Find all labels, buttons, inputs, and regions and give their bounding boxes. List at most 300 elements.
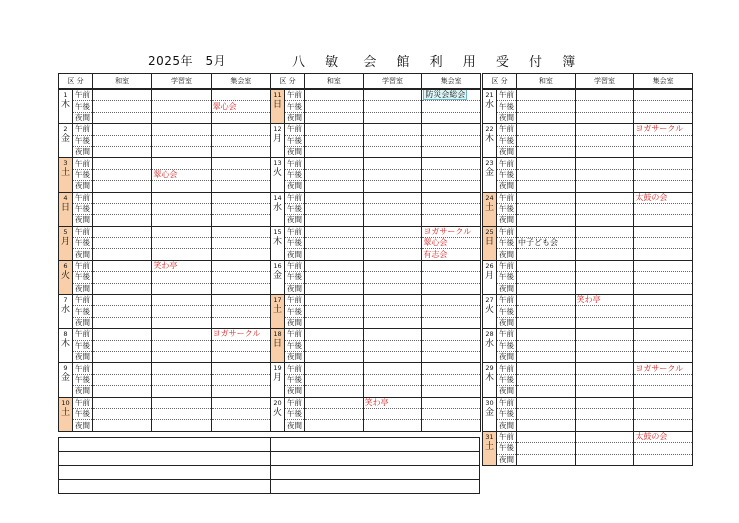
booking-slot[interactable] [363, 124, 422, 135]
booking-slot[interactable] [211, 226, 270, 237]
booking-slot[interactable] [211, 374, 270, 385]
header-washitsu: 和室 [305, 74, 364, 90]
booking-slot[interactable] [634, 351, 693, 362]
booking-slot[interactable] [211, 272, 270, 283]
booking-slot[interactable] [305, 146, 364, 157]
booking-slot[interactable] [93, 340, 152, 351]
booking-slot[interactable] [93, 260, 152, 271]
period-label: 午前 [73, 397, 93, 408]
booking-slot[interactable] [93, 351, 152, 362]
booking-slot[interactable] [363, 272, 422, 283]
booking-slot[interactable] [93, 363, 152, 374]
booking-slot[interactable] [305, 397, 364, 408]
booking-slot[interactable] [363, 420, 422, 431]
booking-slot[interactable] [575, 397, 634, 408]
booking-slot[interactable] [305, 306, 364, 317]
booking-slot[interactable] [517, 146, 576, 157]
booking-slot[interactable] [93, 306, 152, 317]
booking-slot[interactable] [152, 238, 211, 249]
booking-slot[interactable] [93, 146, 152, 157]
booking-slot[interactable] [152, 112, 211, 123]
booking-slot[interactable] [422, 283, 481, 294]
booking-slot[interactable] [634, 112, 693, 123]
booking-slot[interactable] [211, 112, 270, 123]
booking-slot[interactable] [305, 340, 364, 351]
booking-slot[interactable] [363, 340, 422, 351]
booking-slot[interactable] [363, 295, 422, 306]
booking-slot[interactable] [93, 215, 152, 226]
booking-slot[interactable] [305, 317, 364, 328]
booking-slot[interactable] [422, 397, 481, 408]
booking-slot[interactable] [634, 203, 693, 214]
booking-slot[interactable] [422, 226, 481, 237]
booking-slot[interactable] [517, 397, 576, 408]
booking-slot[interactable] [363, 135, 422, 146]
booking-slot[interactable] [575, 443, 634, 454]
booking-slot[interactable] [634, 89, 693, 101]
booking-slot[interactable] [363, 374, 422, 385]
booking-slot[interactable] [152, 363, 211, 374]
booking-slot[interactable] [93, 272, 152, 283]
booking-slot[interactable] [422, 181, 481, 192]
booking-slot[interactable] [422, 317, 481, 328]
booking-slot[interactable] [305, 329, 364, 340]
booking-slot[interactable] [152, 203, 211, 214]
booking-slot[interactable] [211, 238, 270, 249]
booking-slot[interactable] [575, 101, 634, 112]
booking-slot[interactable] [422, 363, 481, 374]
booking-slot[interactable] [211, 203, 270, 214]
booking-slot[interactable] [211, 260, 270, 271]
booking-slot[interactable] [305, 158, 364, 169]
booking-slot[interactable] [211, 101, 270, 112]
header-washitsu: 和室 [93, 74, 152, 90]
booking-slot[interactable] [363, 397, 422, 408]
notes-area [58, 437, 480, 494]
booking-slot[interactable] [634, 169, 693, 180]
booking-slot[interactable] [93, 408, 152, 419]
booking-slot[interactable] [575, 215, 634, 226]
booking-slot[interactable] [93, 135, 152, 146]
booking-slot[interactable] [575, 158, 634, 169]
booking-slot[interactable] [634, 238, 693, 249]
booking-slot[interactable] [152, 260, 211, 271]
booking-slot[interactable] [152, 340, 211, 351]
booking-slot[interactable] [93, 169, 152, 180]
booking-slot[interactable] [305, 169, 364, 180]
booking-slot[interactable] [634, 306, 693, 317]
booking-slot[interactable] [305, 260, 364, 271]
booking-slot[interactable] [363, 249, 422, 260]
booking-slot[interactable] [634, 101, 693, 112]
booking-slot[interactable] [422, 101, 481, 112]
booking-slot[interactable] [517, 386, 576, 397]
booking-slot[interactable] [575, 203, 634, 214]
booking-slot[interactable] [211, 397, 270, 408]
booking-slot[interactable] [575, 317, 634, 328]
booking-slot[interactable] [305, 135, 364, 146]
booking-slot[interactable] [211, 420, 270, 431]
booking-slot[interactable] [305, 215, 364, 226]
booking-slot[interactable] [575, 260, 634, 271]
booking-slot[interactable] [363, 203, 422, 214]
booking-slot[interactable] [634, 443, 693, 454]
booking-slot[interactable] [363, 329, 422, 340]
booking-slot[interactable] [211, 192, 270, 203]
booking-slot[interactable] [575, 295, 634, 306]
booking-slot[interactable] [363, 146, 422, 157]
booking-slot[interactable] [305, 112, 364, 123]
booking-slot[interactable] [575, 124, 634, 135]
booking-slot[interactable] [517, 89, 576, 101]
booking-slot[interactable] [363, 260, 422, 271]
booking-slot[interactable] [575, 329, 634, 340]
booking-slot[interactable] [422, 420, 481, 431]
booking-slot[interactable] [634, 317, 693, 328]
booking-slot[interactable] [575, 340, 634, 351]
booking-slot[interactable] [634, 340, 693, 351]
day-weekday: 水 [60, 305, 70, 316]
booking-slot[interactable] [575, 135, 634, 146]
booking-slot[interactable] [575, 283, 634, 294]
booking-slot[interactable] [422, 374, 481, 385]
booking-slot[interactable] [575, 306, 634, 317]
booking-slot[interactable] [363, 181, 422, 192]
booking-slot[interactable] [93, 295, 152, 306]
booking-slot[interactable] [363, 192, 422, 203]
booking-slot[interactable] [363, 112, 422, 123]
booking-slot[interactable] [363, 408, 422, 419]
booking-slot[interactable] [517, 101, 576, 112]
period-label: 夜間 [285, 386, 305, 397]
booking-slot[interactable] [575, 351, 634, 362]
booking-slot[interactable] [211, 340, 270, 351]
booking-slot[interactable] [517, 283, 576, 294]
booking-slot[interactable] [422, 306, 481, 317]
period-label: 夜間 [497, 351, 517, 362]
booking-slot[interactable] [517, 317, 576, 328]
booking-slot[interactable] [211, 386, 270, 397]
booking-slot[interactable] [422, 169, 481, 180]
booking-slot[interactable] [634, 374, 693, 385]
booking-slot[interactable] [575, 89, 634, 101]
booking-slot[interactable] [211, 317, 270, 328]
booking-slot[interactable] [305, 386, 364, 397]
booking-slot[interactable] [575, 408, 634, 419]
booking-slot[interactable] [517, 181, 576, 192]
booking-slot[interactable] [517, 420, 576, 431]
booking-slot[interactable] [517, 431, 576, 442]
booking-slot[interactable] [93, 386, 152, 397]
booking-slot[interactable] [211, 135, 270, 146]
booking-slot[interactable] [422, 146, 481, 157]
day-number: 1 [63, 91, 68, 99]
booking-slot[interactable] [152, 226, 211, 237]
booking-slot[interactable] [422, 135, 481, 146]
booking-slot[interactable] [363, 283, 422, 294]
booking-slot[interactable] [634, 158, 693, 169]
booking-slot[interactable] [305, 192, 364, 203]
booking-slot[interactable] [634, 295, 693, 306]
booking-slot[interactable] [152, 397, 211, 408]
booking-slot[interactable] [152, 374, 211, 385]
calendar-block-3 [482, 73, 693, 466]
booking-slot[interactable] [152, 249, 211, 260]
booking-slot[interactable] [152, 135, 211, 146]
booking-slot[interactable] [363, 306, 422, 317]
booking-slot[interactable] [305, 124, 364, 135]
booking-slot[interactable] [305, 203, 364, 214]
booking-slot[interactable] [634, 408, 693, 419]
booking-slot[interactable] [575, 420, 634, 431]
booking-slot[interactable] [517, 124, 576, 135]
booking-slot[interactable] [211, 295, 270, 306]
booking-slot[interactable] [517, 226, 576, 237]
booking-slot[interactable] [93, 89, 152, 101]
booking-slot[interactable] [422, 351, 481, 362]
booking-slot[interactable] [363, 226, 422, 237]
booking-slot[interactable] [634, 283, 693, 294]
booking-slot[interactable] [363, 215, 422, 226]
booking-slot[interactable] [152, 89, 211, 101]
booking-slot[interactable] [517, 329, 576, 340]
booking-slot[interactable] [634, 454, 693, 465]
booking-slot[interactable] [152, 215, 211, 226]
booking-slot[interactable] [517, 340, 576, 351]
booking-entry: 防災会総会 [425, 90, 466, 100]
booking-slot[interactable] [575, 238, 634, 249]
booking-slot[interactable] [211, 329, 270, 340]
booking-slot[interactable] [363, 169, 422, 180]
booking-slot[interactable] [93, 397, 152, 408]
booking-slot[interactable] [152, 146, 211, 157]
booking-slot[interactable] [305, 408, 364, 419]
booking-slot[interactable] [211, 408, 270, 419]
booking-slot[interactable] [305, 89, 364, 101]
booking-slot[interactable] [575, 146, 634, 157]
period-label: 午後 [285, 306, 305, 317]
booking-slot[interactable] [517, 203, 576, 214]
booking-slot[interactable] [152, 272, 211, 283]
booking-slot[interactable] [634, 420, 693, 431]
booking-slot[interactable] [305, 101, 364, 112]
booking-slot[interactable] [211, 215, 270, 226]
booking-slot[interactable] [305, 226, 364, 237]
booking-slot[interactable] [93, 203, 152, 214]
booking-slot[interactable] [634, 329, 693, 340]
booking-slot[interactable] [93, 374, 152, 385]
booking-slot[interactable] [93, 101, 152, 112]
booking-slot[interactable] [211, 181, 270, 192]
booking-slot[interactable] [575, 363, 634, 374]
booking-slot[interactable] [634, 226, 693, 237]
booking-slot[interactable] [305, 272, 364, 283]
booking-slot[interactable] [152, 158, 211, 169]
booking-slot[interactable] [363, 317, 422, 328]
booking-slot[interactable] [422, 215, 481, 226]
booking-slot[interactable] [517, 215, 576, 226]
booking-slot[interactable] [422, 203, 481, 214]
booking-slot[interactable] [517, 363, 576, 374]
booking-slot[interactable] [517, 249, 576, 260]
booking-slot[interactable] [517, 351, 576, 362]
booking-slot[interactable] [211, 249, 270, 260]
booking-slot[interactable] [152, 329, 211, 340]
period-label: 午前 [285, 124, 305, 135]
booking-slot[interactable] [93, 238, 152, 249]
booking-slot[interactable] [363, 89, 422, 101]
booking-slot[interactable] [575, 374, 634, 385]
booking-slot[interactable] [517, 454, 576, 465]
booking-slot[interactable] [634, 192, 693, 203]
booking-entry: 翠心会 [212, 101, 237, 111]
booking-slot[interactable] [152, 420, 211, 431]
booking-slot[interactable] [422, 89, 481, 101]
booking-slot[interactable] [517, 238, 576, 249]
booking-slot[interactable] [363, 386, 422, 397]
booking-slot[interactable] [517, 306, 576, 317]
booking-slot[interactable] [634, 215, 693, 226]
booking-slot[interactable] [211, 146, 270, 157]
booking-slot[interactable] [634, 363, 693, 374]
booking-slot[interactable] [517, 295, 576, 306]
day-weekday: 土 [60, 407, 70, 418]
booking-slot[interactable] [305, 295, 364, 306]
booking-slot[interactable] [363, 363, 422, 374]
booking-slot[interactable] [152, 351, 211, 362]
booking-slot[interactable] [422, 340, 481, 351]
booking-slot[interactable] [93, 124, 152, 135]
booking-slot[interactable] [93, 420, 152, 431]
booking-slot[interactable] [517, 374, 576, 385]
booking-slot[interactable] [152, 295, 211, 306]
booking-slot[interactable] [422, 408, 481, 419]
booking-slot[interactable] [152, 386, 211, 397]
booking-slot[interactable] [93, 329, 152, 340]
booking-slot[interactable] [93, 192, 152, 203]
booking-slot[interactable] [152, 317, 211, 328]
booking-slot[interactable] [422, 124, 481, 135]
booking-slot[interactable] [305, 363, 364, 374]
booking-slot[interactable] [93, 249, 152, 260]
booking-slot[interactable] [305, 238, 364, 249]
booking-slot[interactable] [305, 420, 364, 431]
booking-slot[interactable] [93, 181, 152, 192]
booking-slot[interactable] [517, 192, 576, 203]
booking-slot[interactable] [634, 146, 693, 157]
booking-slot[interactable] [634, 249, 693, 260]
booking-slot[interactable] [211, 283, 270, 294]
booking-slot[interactable] [93, 158, 152, 169]
booking-slot[interactable] [517, 135, 576, 146]
booking-slot[interactable] [422, 192, 481, 203]
booking-slot[interactable] [517, 158, 576, 169]
booking-slot[interactable] [575, 431, 634, 442]
booking-slot[interactable] [422, 158, 481, 169]
booking-slot[interactable] [152, 181, 211, 192]
day-number: 16 [273, 261, 282, 270]
booking-slot[interactable] [211, 124, 270, 135]
booking-slot[interactable] [422, 295, 481, 306]
booking-slot[interactable] [422, 112, 481, 123]
booking-slot[interactable] [634, 135, 693, 146]
booking-slot[interactable] [634, 260, 693, 271]
booking-slot[interactable] [152, 192, 211, 203]
booking-slot[interactable] [634, 386, 693, 397]
booking-slot[interactable] [305, 374, 364, 385]
booking-slot[interactable] [517, 169, 576, 180]
booking-slot[interactable] [152, 169, 211, 180]
booking-slot[interactable] [517, 272, 576, 283]
booking-slot[interactable] [517, 112, 576, 123]
booking-slot[interactable] [152, 124, 211, 135]
booking-slot[interactable] [152, 408, 211, 419]
booking-slot[interactable] [517, 260, 576, 271]
booking-slot[interactable] [422, 249, 481, 260]
period-label: 午前 [497, 226, 517, 237]
booking-slot[interactable] [211, 158, 270, 169]
booking-slot[interactable] [211, 306, 270, 317]
day-number: 15 [273, 227, 282, 236]
header-shukaishitsu: 集会室 [634, 74, 693, 90]
booking-slot[interactable] [575, 386, 634, 397]
header-kubun: 区 分 [271, 74, 305, 90]
booking-slot[interactable] [93, 226, 152, 237]
booking-slot[interactable] [211, 363, 270, 374]
booking-slot[interactable] [93, 283, 152, 294]
booking-slot[interactable] [363, 101, 422, 112]
booking-slot[interactable] [211, 351, 270, 362]
booking-slot[interactable] [152, 306, 211, 317]
booking-slot[interactable] [634, 181, 693, 192]
booking-slot[interactable] [575, 169, 634, 180]
booking-slot[interactable] [422, 272, 481, 283]
booking-slot[interactable] [363, 238, 422, 249]
booking-slot[interactable] [422, 238, 481, 249]
booking-slot[interactable] [517, 443, 576, 454]
booking-slot[interactable] [93, 112, 152, 123]
booking-slot[interactable] [363, 158, 422, 169]
booking-slot[interactable] [305, 283, 364, 294]
booking-slot[interactable] [517, 408, 576, 419]
booking-slot[interactable] [305, 181, 364, 192]
booking-slot[interactable] [575, 112, 634, 123]
booking-slot[interactable] [634, 397, 693, 408]
booking-slot[interactable] [211, 89, 270, 101]
booking-slot[interactable] [93, 317, 152, 328]
period-label: 夜間 [497, 283, 517, 294]
booking-slot[interactable] [575, 181, 634, 192]
day-weekday: 金 [272, 270, 282, 281]
booking-slot[interactable] [575, 226, 634, 237]
booking-slot[interactable] [634, 431, 693, 442]
booking-slot[interactable] [363, 351, 422, 362]
booking-slot[interactable] [422, 329, 481, 340]
booking-slot[interactable] [422, 260, 481, 271]
booking-slot[interactable] [152, 101, 211, 112]
booking-slot[interactable] [575, 272, 634, 283]
booking-slot[interactable] [634, 124, 693, 135]
booking-slot[interactable] [305, 351, 364, 362]
booking-slot[interactable] [634, 272, 693, 283]
booking-slot[interactable] [422, 386, 481, 397]
booking-slot[interactable] [575, 192, 634, 203]
booking-slot[interactable] [575, 454, 634, 465]
booking-slot[interactable] [152, 283, 211, 294]
booking-slot[interactable] [575, 249, 634, 260]
booking-slot[interactable] [305, 249, 364, 260]
booking-slot[interactable] [211, 169, 270, 180]
